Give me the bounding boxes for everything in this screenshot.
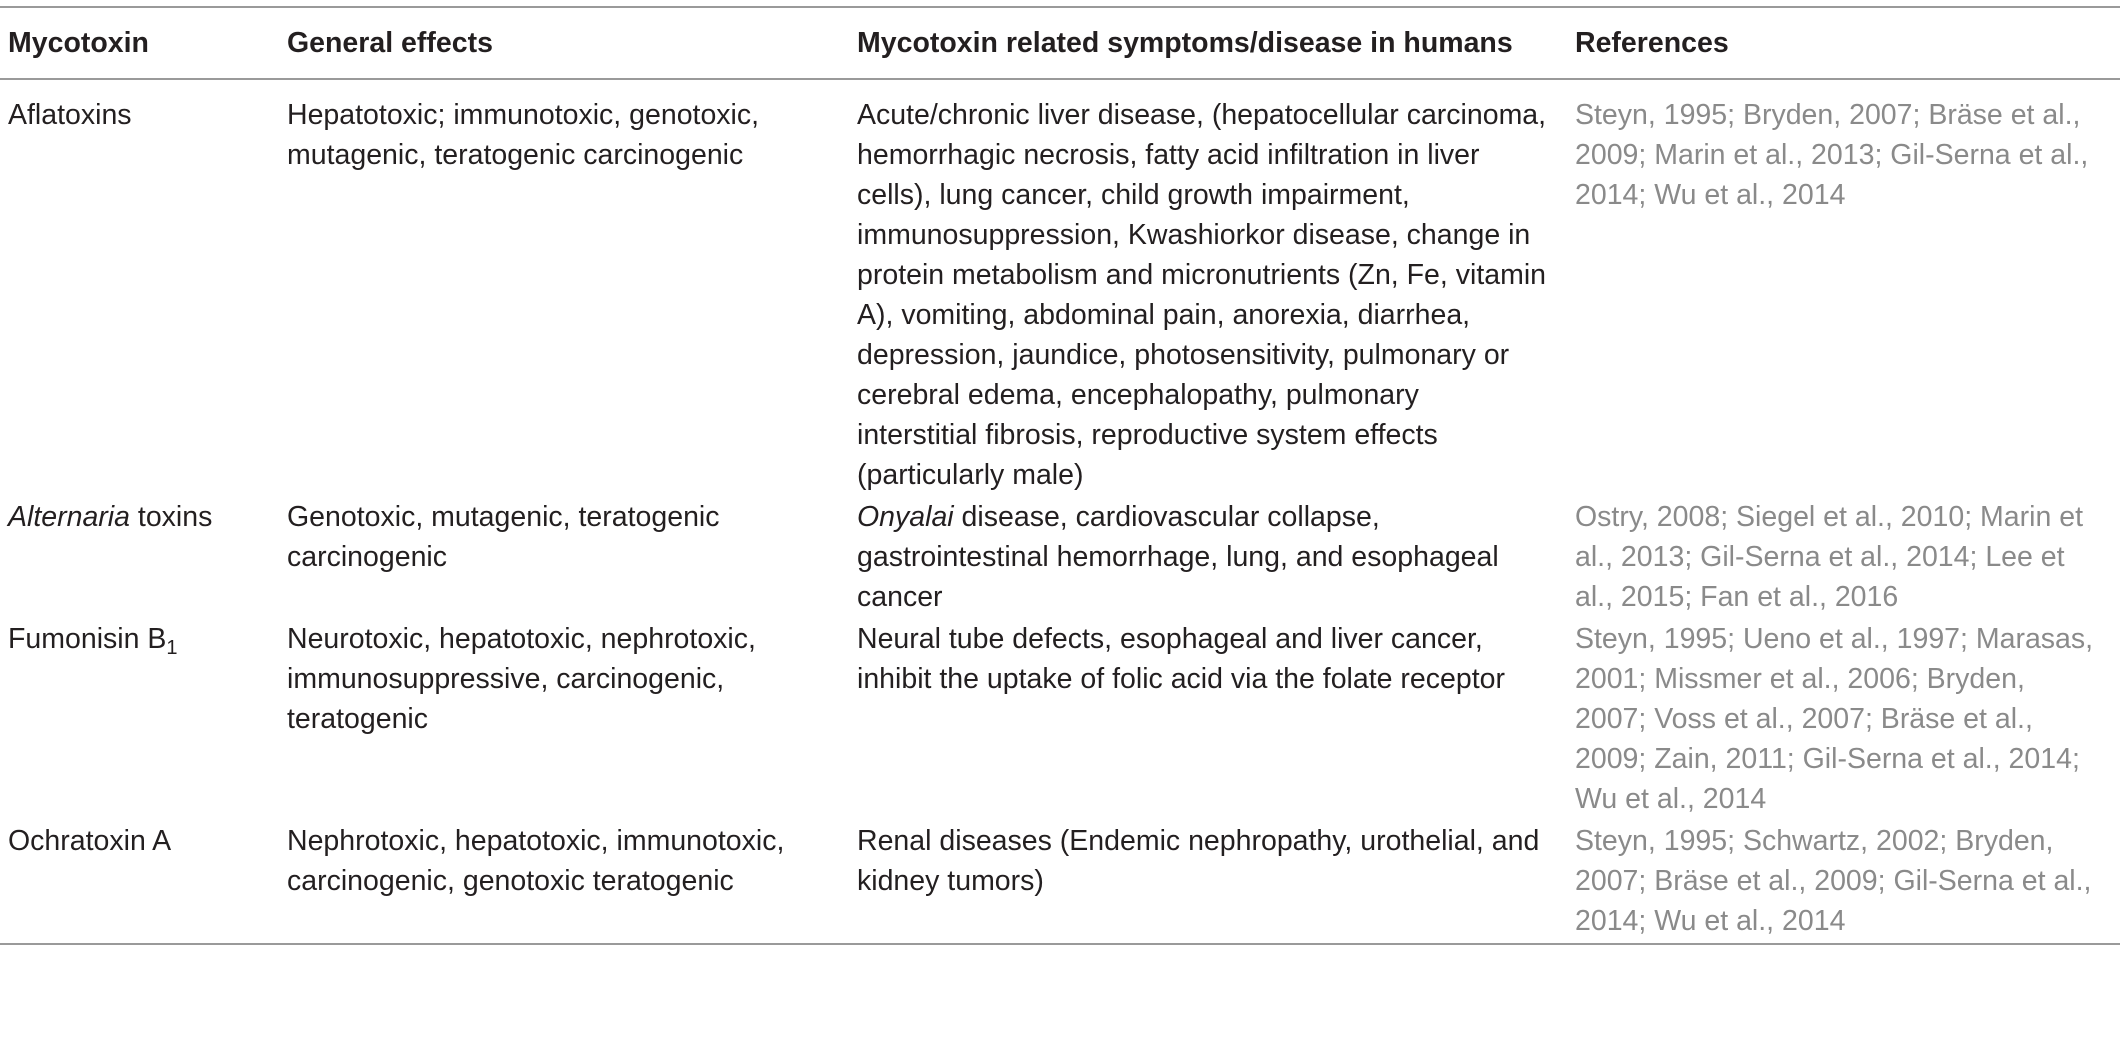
header-references: References (1575, 27, 1729, 59)
mycotoxin-name: Fumonisin B (8, 623, 167, 655)
mycotoxin-name: toxins (129, 501, 213, 533)
table-row (0, 619, 2120, 821)
cell-symptoms: Acute/chronic liver disease, (hepatocellular carcinoma, hemorrhagic necrosis, fatty acid infiltration in liver cells), lung cancer, child growth impairment, immunosuppression, Kwashiorkor disease, change in protein metabolism and micronutrients (Zn, Fe, vitamin A), vomiting, abdominal pain, anorexia, diarrhea, depression, jaundice, photosensitivity, pulmonary or cerebral edema, encephalopathy, pulmonary interstitial fibrosis, reproductive system effects (particularly male) (857, 99, 1547, 491)
header-row (0, 7, 2120, 79)
mycotoxin-name: Ochratoxin A (8, 825, 172, 857)
cell-mycotoxin (0, 821, 279, 944)
table-row (0, 79, 2120, 497)
header-mycotoxin: Mycotoxin (8, 27, 149, 59)
symptoms-italic: Onyalai (857, 501, 954, 533)
table-row (0, 497, 2120, 619)
mycotoxin-name: Aflatoxins (8, 99, 132, 131)
cell-mycotoxin (0, 79, 279, 497)
cell-references: Steyn, 1995; Bryden, 2007; Bräse et al., 2009; Marin et al., 2013; Gil-Serna et al., 2014; Wu et al., 2014 (1575, 99, 2089, 211)
cell-symptoms: Renal diseases (Endemic nephropathy, urothelial, and kidney tumors) (857, 825, 1540, 897)
cell-mycotoxin (0, 619, 279, 821)
header-general-effects: General effects (287, 27, 493, 59)
cell-references: Ostry, 2008; Siegel et al., 2010; Marin et al., 2013; Gil-Serna et al., 2014; Lee et al., 2015; Fan et al., 2016 (1575, 501, 2083, 613)
cell-general-effects: Genotoxic, mutagenic, teratogenic carcinogenic (287, 501, 720, 573)
table-body (0, 79, 2120, 944)
cell-references: Steyn, 1995; Schwartz, 2002; Bryden, 2007; Bräse et al., 2009; Gil-Serna et al., 2014; Wu et al., 2014 (1575, 825, 2092, 937)
table-row (0, 821, 2120, 944)
mycotoxin-table (0, 6, 2120, 945)
mycotoxin-table-container (0, 6, 2120, 945)
header-symptoms: Mycotoxin related symptoms/disease in humans (857, 27, 1513, 59)
cell-general-effects: Hepatotoxic; immunotoxic, genotoxic, mutagenic, teratogenic carcinogenic (287, 99, 760, 171)
cell-symptoms: Neural tube defects, esophageal and liver cancer, inhibit the uptake of folic acid via the folate receptor (857, 623, 1505, 695)
cell-references: Steyn, 1995; Ueno et al., 1997; Marasas, 2001; Missmer et al., 2006; Bryden, 2007; Voss et al., 2007; Bräse et al., 2009; Zain, 2011; Gil-Serna et al., 2014; Wu et al., 2014 (1575, 623, 2094, 815)
cell-general-effects: Neurotoxic, hepatotoxic, nephrotoxic, immunosuppressive, carcinogenic, teratogenic (287, 623, 756, 735)
table-header (0, 7, 2120, 79)
mycotoxin-name-italic: Alternaria (8, 501, 130, 533)
symptoms-text: disease, cardiovascular collapse, gastrointestinal hemorrhage, lung, and esophageal cancer (857, 501, 1499, 613)
cell-general-effects: Nephrotoxic, hepatotoxic, immunotoxic, carcinogenic, genotoxic teratogenic (287, 825, 785, 897)
mycotoxin-subscript: 1 (166, 637, 178, 659)
cell-symptoms (849, 497, 1567, 619)
cell-mycotoxin (0, 497, 279, 619)
